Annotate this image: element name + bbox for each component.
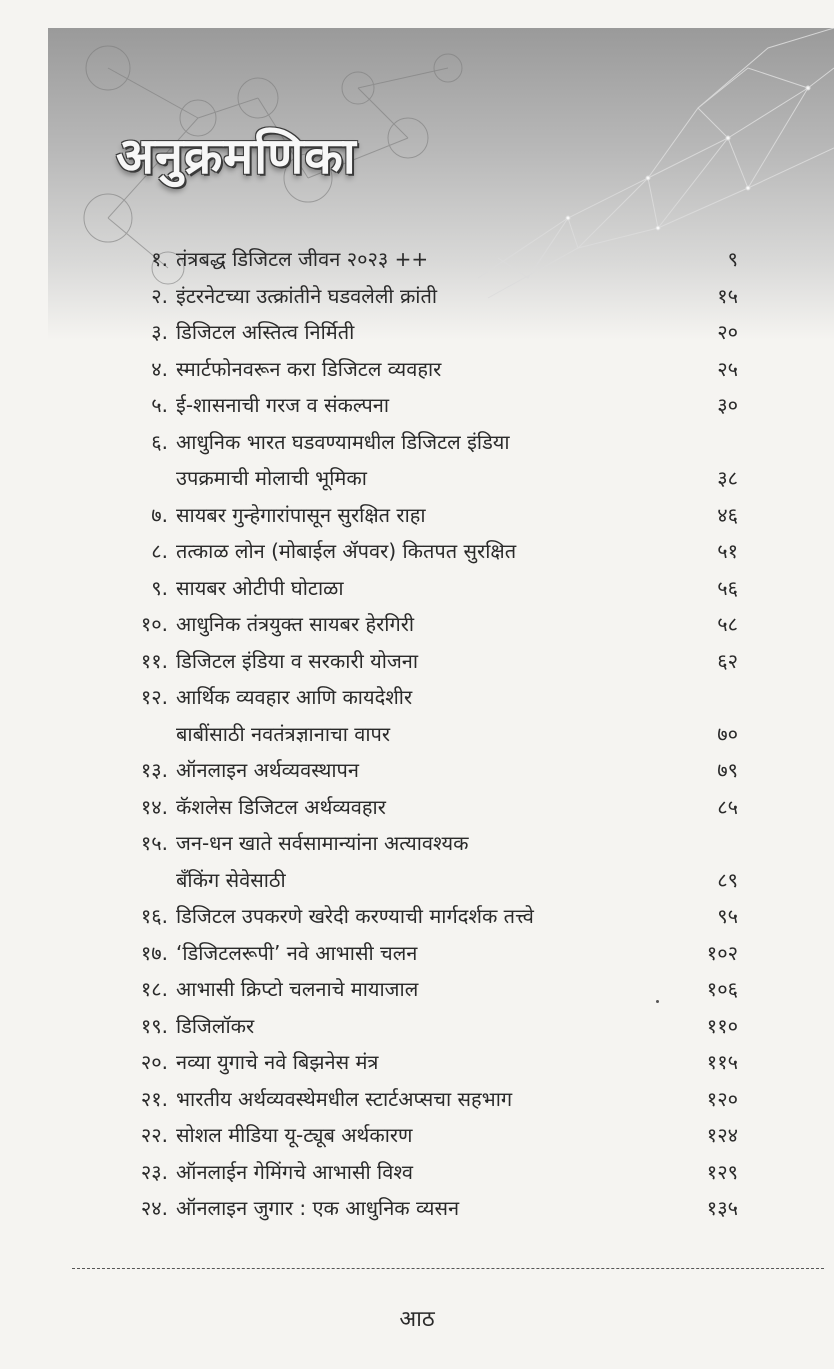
toc-entry-title: ऑनलाइन जुगार : एक आधुनिक व्यसन: [176, 1196, 460, 1220]
toc-entry-title: सायबर ओटीपी घोटाळा: [176, 575, 344, 600]
footer-divider: [72, 1268, 824, 1269]
toc-entry-number: २२.: [140, 1123, 168, 1147]
toc-entry-page: ३०: [717, 393, 738, 417]
toc-entry-number: २०.: [140, 1050, 168, 1074]
toc-entry-number: ११.: [140, 648, 168, 673]
toc-entry-title: तंत्रबद्ध डिजिटल जीवन २०२३ ++: [176, 247, 429, 271]
toc-entry-number: ६.: [151, 429, 168, 454]
toc-entry-title: ‘डिजिटलरूपी’ नवे आभासी चलन: [176, 940, 418, 965]
toc-entry-page: ११०: [706, 1013, 738, 1038]
toc-entry-title: ऑनलाईन गेमिंगचे आभासी विश्व: [176, 1159, 413, 1184]
toc-entry-page: ७९: [717, 758, 738, 782]
toc-entry-number: १४.: [140, 794, 168, 819]
toc-entry-title: भारतीय अर्थव्यवस्थेमधील स्टार्टअप्सचा सहभाग: [176, 1086, 513, 1111]
stray-dot: [656, 1000, 659, 1003]
page-number-footer: आठ: [399, 1307, 435, 1332]
toc-entry-title: सोशल मीडिया यू-ट्यूब अर्थकारण: [176, 1123, 413, 1147]
toc-entry-number: १८.: [140, 977, 168, 1001]
toc-entry-title: ऑनलाइन अर्थव्यवस्थापन: [176, 758, 359, 782]
toc-entry-number: १७.: [140, 940, 168, 965]
page-title: अनुक्रमणिका: [116, 127, 357, 185]
toc-entry-title: डिजिटल उपकरणे खरेदी करण्याची मार्गदर्शक तत्त्वे: [176, 904, 534, 928]
toc-entry-page: ८५: [717, 794, 738, 819]
toc-entry-title: स्मार्टफोनवरून करा डिजिटल व्यवहार: [176, 356, 442, 381]
toc-entry-number: ४.: [151, 356, 168, 381]
toc-entry-number: १०.: [140, 612, 168, 636]
toc-entry-title: जन-धन खाते सर्वसामान्यांना अत्यावश्यक: [176, 831, 469, 855]
toc-entry-page: ४६: [717, 502, 738, 527]
toc-entry-number: १९.: [140, 1013, 168, 1038]
toc-entry-number: १३.: [140, 758, 168, 782]
toc-entry-page: २०: [717, 320, 738, 344]
toc-entry-page: ६२: [717, 648, 738, 673]
toc-entry-page: १०२: [706, 940, 738, 965]
toc-entry-page: ११५: [706, 1050, 738, 1074]
toc-entry-title: नव्या युगाचे नवे बिझनेस मंत्र: [176, 1050, 379, 1074]
toc-entry-page: १२९: [706, 1159, 738, 1184]
toc-entry-page: ३८: [717, 466, 738, 490]
toc-entry-title: डिजिटल अस्तित्व निर्मिती: [176, 320, 355, 344]
toc-entry-page: १५: [717, 283, 738, 308]
toc-entry-page: ९: [727, 247, 738, 271]
toc-entry-title: बाबींसाठी नवतंत्रज्ञानाचा वापर: [176, 721, 391, 746]
toc-entry-page: १२०: [706, 1086, 738, 1111]
toc-entry-page: ७०: [717, 721, 738, 746]
toc-entry-number: ८.: [151, 539, 168, 563]
toc-entry-number: २४.: [140, 1196, 168, 1220]
toc-entry-page: ५१: [717, 539, 738, 563]
toc-entry-page: ८९: [717, 867, 738, 892]
toc-entry-page: १३५: [706, 1196, 738, 1220]
toc-entry-number: १२.: [140, 685, 168, 709]
toc-entry-title: सायबर गुन्हेगारांपासून सुरक्षित राहा: [176, 502, 426, 527]
toc-entry-page: १२४: [706, 1123, 738, 1147]
toc-entry-title: तत्काळ लोन (मोबाईल ॲपवर) कितपत सुरक्षित: [176, 539, 517, 563]
toc-entry-number: १.: [151, 247, 168, 271]
toc-entry-title: आभासी क्रिप्टो चलनाचे मायाजाल: [176, 977, 419, 1001]
toc-entry-number: ३.: [151, 320, 168, 344]
toc-entry-title: बँकिंग सेवेसाठी: [176, 867, 286, 892]
toc-entry-title: आधुनिक तंत्रयुक्त सायबर हेरगिरी: [176, 612, 415, 636]
toc-entry-title: ई-शासनाची गरज व संकल्पना: [176, 393, 390, 417]
toc-entry-number: २३.: [140, 1159, 168, 1184]
toc-entry-title: इंटरनेटच्या उत्क्रांतीने घडवलेली क्रांती: [176, 283, 438, 308]
toc-entry-title: डिजिलॉकर: [176, 1013, 255, 1038]
toc-entry-title: डिजिटल इंडिया व सरकारी योजना: [176, 648, 419, 673]
toc-entry-number: ९.: [151, 575, 168, 600]
toc-entry-page: १०६: [706, 977, 738, 1001]
toc-entry-title: उपक्रमाची मोलाची भूमिका: [176, 466, 367, 490]
toc-entry-number: ७.: [151, 502, 168, 527]
toc-entry-number: १५.: [140, 831, 168, 855]
toc-entry-title: कॅशलेस डिजिटल अर्थव्यवहार: [176, 794, 386, 819]
toc-entry-title: आधुनिक भारत घडवण्यामधील डिजिटल इंडिया: [176, 429, 510, 454]
toc-entry-page: २५: [717, 356, 738, 381]
toc-entry-page: ५८: [717, 612, 738, 636]
toc-entry-page: ९५: [717, 904, 738, 928]
toc-entry-number: २१.: [140, 1086, 168, 1111]
toc-entry-title: आर्थिक व्यवहार आणि कायदेशीर: [176, 685, 413, 709]
toc-entry-number: ५.: [151, 393, 168, 417]
toc-entry-number: २.: [151, 283, 168, 308]
toc-entry-page: ५६: [717, 575, 738, 600]
toc-entry-number: १६.: [140, 904, 168, 928]
